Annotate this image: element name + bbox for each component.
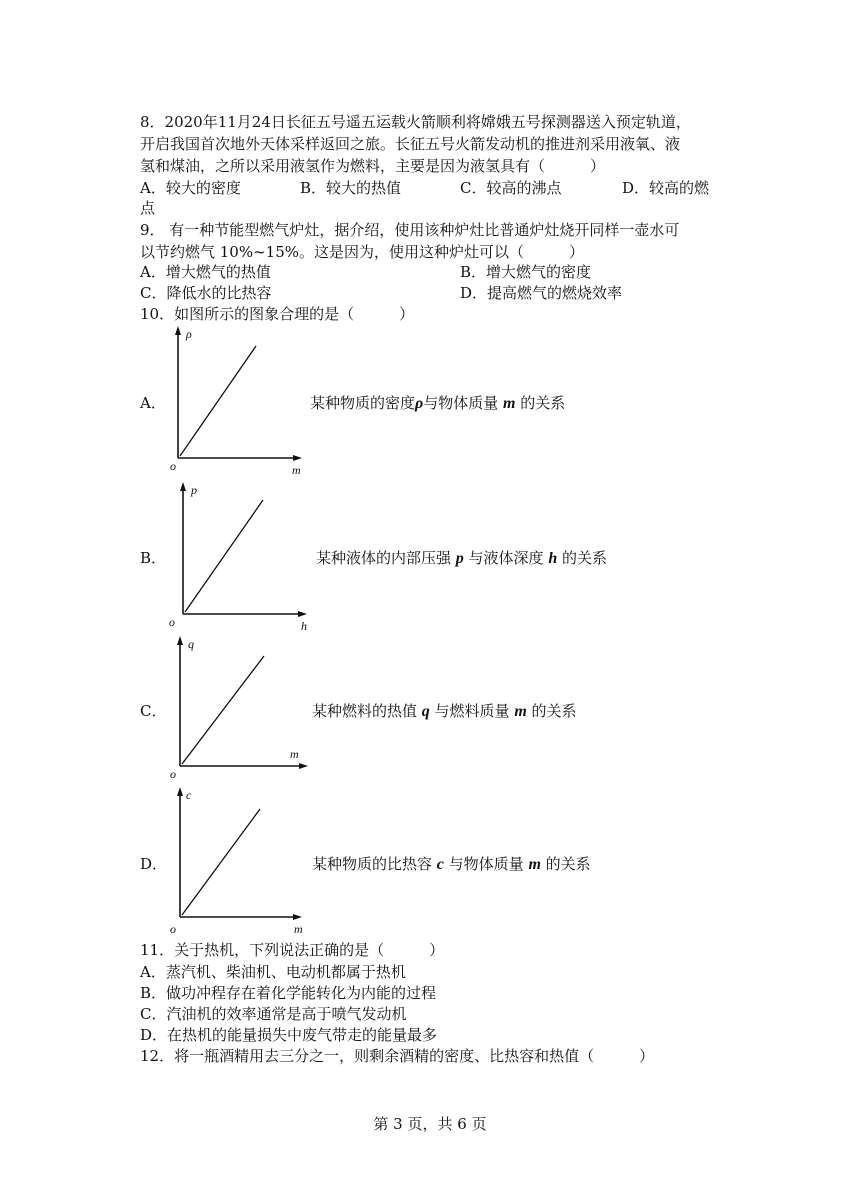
q9-option-c: C．降低水的比热容 xyxy=(140,284,272,302)
q10-graph-a-origin: o xyxy=(170,459,176,473)
q10-graph-c-letter: C． xyxy=(140,702,167,720)
q10-graph-b-origin: o xyxy=(169,615,175,629)
q8-option-d: D．较高的燃 xyxy=(622,179,710,197)
q10-graph-a-x-label: m xyxy=(292,463,301,477)
q8-option-a: A．较大的密度 xyxy=(140,179,241,197)
q10-graph-c-x-label: m xyxy=(290,747,299,761)
page-number-footer: 第 3 页，共 6 页 xyxy=(373,1115,487,1133)
q10-stem: 10．如图所示的图象合理的是（ ） xyxy=(140,305,415,323)
q10-graph-d-y-label: c xyxy=(186,788,192,802)
q10-graph-d-x-label: m xyxy=(294,922,303,936)
q10-graph-c-y-label: q xyxy=(188,637,194,651)
q8-option-d-wrap: 点 xyxy=(140,199,156,217)
q9-option-b: B．增大燃气的密度 xyxy=(460,263,592,281)
q8-option-b: B．较大的热值 xyxy=(300,179,402,197)
q10-graph-c xyxy=(170,634,320,784)
q10-graph-b xyxy=(169,480,323,635)
q10-graph-a xyxy=(168,324,318,479)
q10-graph-d-letter: D． xyxy=(140,855,168,873)
q8-line-2: 开启我国首次地外天体采样返回之旅。长征五号火箭发动机的推进剂采用液氧、液 xyxy=(140,135,681,153)
q8-option-c: C．较高的沸点 xyxy=(460,179,562,197)
q11-option-b: B．做功冲程存在着化学能转化为内能的过程 xyxy=(140,984,437,1002)
q11-stem: 11．关于热机，下列说法正确的是（ ） xyxy=(140,941,445,959)
q11-option-c: C．汽油机的效率通常是高于喷气发动机 xyxy=(140,1005,407,1023)
q10-graph-d-origin: o xyxy=(170,922,176,936)
q10-graph-b-letter: B． xyxy=(140,549,167,567)
q9-line-2: 以节约燃气 10%~15%。这是因为，使用这种炉灶可以（ ） xyxy=(140,243,585,261)
q10-graph-a-y-label: ρ xyxy=(186,327,192,341)
q10-graph-a-letter: A． xyxy=(140,394,166,412)
q9-option-d: D．提高燃气的燃烧效率 xyxy=(460,284,623,302)
q12-stem: 12．将一瓶酒精用去三分之一，则剩余酒精的密度、比热容和热值（ ） xyxy=(140,1047,655,1065)
q10-graph-c-origin: o xyxy=(170,767,176,781)
q9-option-a: A．增大燃气的热值 xyxy=(140,263,271,281)
q8-line-3: 氢和煤油，之所以采用液氢作为燃料，主要是因为液氢具有（ ） xyxy=(140,157,606,175)
q10-graph-a-caption: 某种物质的密度ρ与物体质量 m 的关系 xyxy=(310,394,566,412)
q10-graph-d-caption: 某种物质的比热容 c 与物体质量 m 的关系 xyxy=(312,855,591,873)
q9-line-1: 9． 有一种节能型燃气炉灶，据介绍，使用该种炉灶比普通炉灶烧开同样一壶水可 xyxy=(140,221,680,239)
q8-line-1: 8．2020年11月24日长征五号遥五运载火箭顺利将嫦娥五号探测器送入预定轨道， xyxy=(140,113,691,131)
q10-graph-b-caption: 某种液体的内部压强 p 与液体深度 h 的关系 xyxy=(316,549,608,567)
q11-option-a: A．蒸汽机、柴油机、电动机都属于热机 xyxy=(140,963,406,981)
q10-graph-c-caption: 某种燃料的热值 q 与燃料质量 m 的关系 xyxy=(312,702,577,720)
q10-graph-d xyxy=(170,785,320,937)
q11-option-d: D．在热机的能量损失中废气带走的能量最多 xyxy=(140,1026,438,1044)
q10-graph-b-x-label: h xyxy=(301,619,307,633)
q10-graph-b-y-label: p xyxy=(191,483,197,497)
